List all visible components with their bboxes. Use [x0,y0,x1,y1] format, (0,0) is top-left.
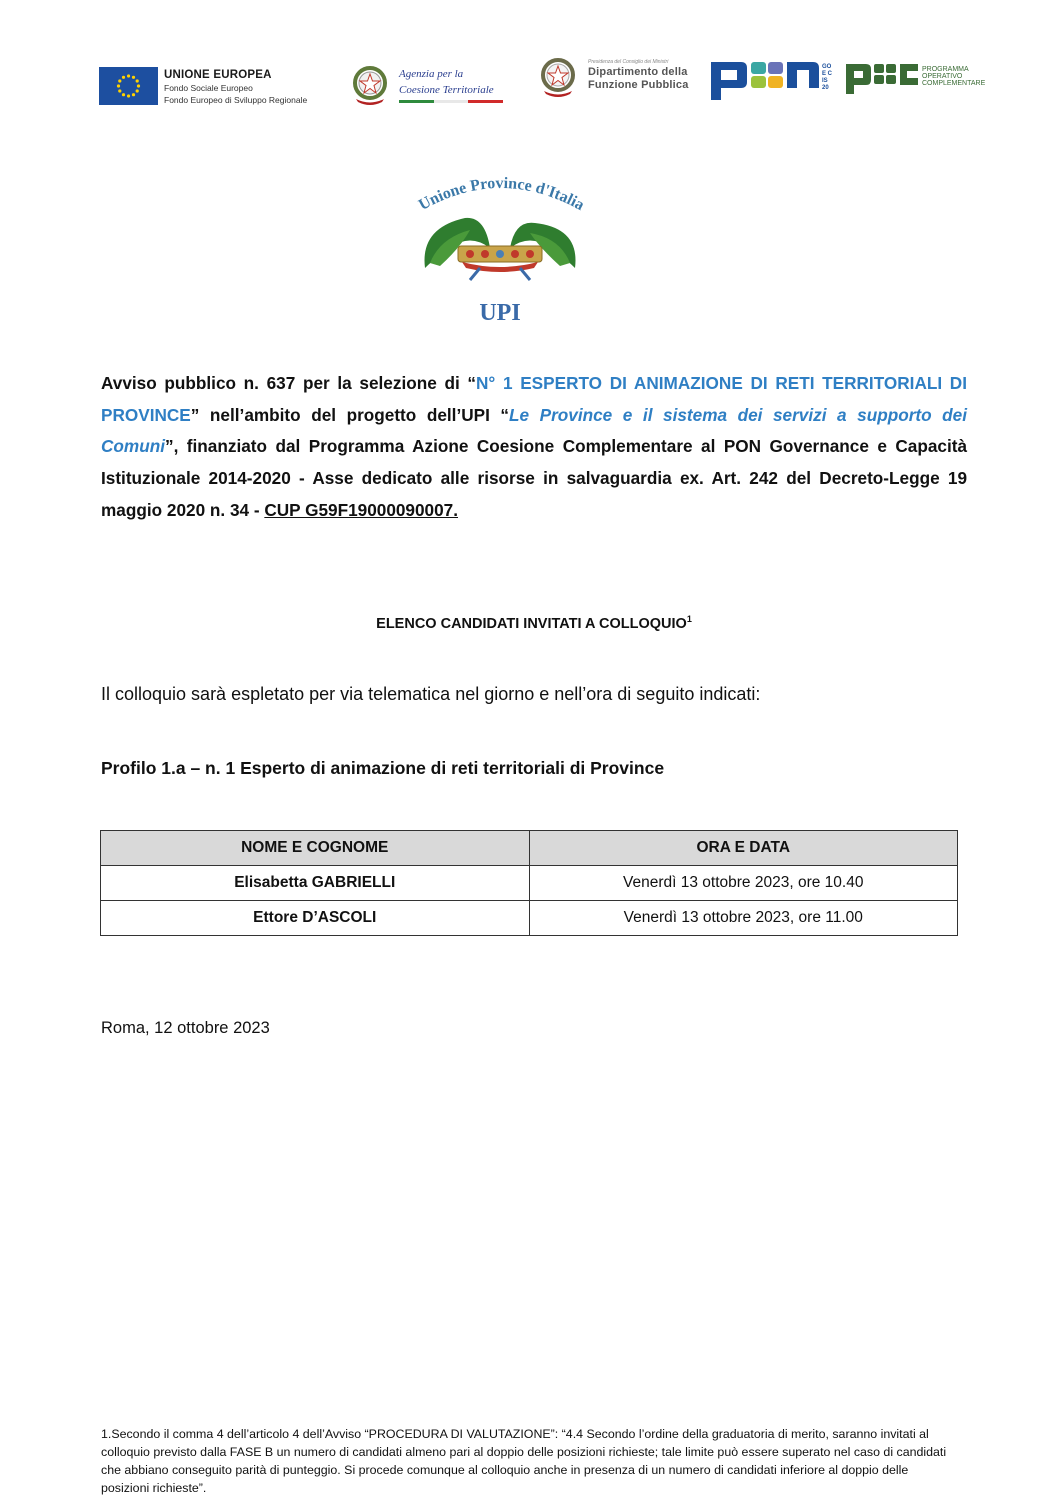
svg-text:PROGRAMMA: PROGRAMMA [922,66,969,73]
agency-cohesion-logo [399,66,494,98]
pon-logo [711,60,833,100]
svg-text:GO: GO [822,64,832,70]
table-row [101,901,958,936]
svg-text:20: 20 [822,85,829,91]
candidate-name: Elisabetta GABRIELLI [101,866,530,901]
italian-emblem-icon [538,56,578,98]
dfp-line1: Dipartimento della [588,66,688,78]
footnote-ref[interactable]: 1 [686,614,692,624]
section-title-text: ELENCO CANDIDATI INVITATI A COLLOQUIO [376,615,687,632]
agency-line1: Agenzia per la [399,68,464,80]
eu-fse: Fondo Sociale Europeo [164,83,253,93]
footnote: 1.Secondo il comma 4 dell’articolo 4 dell’Avviso “PROCEDURA DI VALUTAZIONE”: “4.4 Secondo l’ordine della graduatoria di merito, saranno invitati al colloquio previsto dalla FASE B un numero di candidati almeno pari al doppio delle posizioni richieste; tale limite può essere superato nel caso di candidati che abbiano conseguito parità di punteggio. Si procede comunque al colloquio anche in presenza di un numero di candidati inferiore al doppio delle posizioni richieste”. [101,1427,947,1495]
profile-heading: Profilo 1.a – n. 1 Esperto di animazione di reti territoriali di Province [101,758,665,778]
column-header-datetime: ORA E DATA [529,831,958,866]
table-header-row [101,831,958,866]
poc-logo [846,62,992,96]
svg-text:OPERATIVO: OPERATIVO [922,73,963,80]
eu-flag-icon [99,67,158,105]
table-row [101,866,958,901]
eu-title: UNIONE EUROPEA [164,69,272,81]
section-title [101,614,967,632]
candidates-table [100,830,958,936]
svg-text:E C: E C [822,71,833,77]
intro-part1: Avviso pubblico n. 637 per la selezione di “ [101,373,477,393]
interview-datetime: Venerdì 13 ottobre 2023, ore 10.40 [529,866,958,901]
svg-text:COMPLEMENTARE: COMPLEMENTARE [922,80,986,87]
place-and-date: Roma, 12 ottobre 2023 [101,1019,270,1037]
interview-datetime: Venerdì 13 ottobre 2023, ore 11.00 [529,901,958,936]
italian-tricolor-bar [399,100,503,103]
notice-intro-paragraph [101,368,967,527]
svg-text:IS: IS [822,78,828,84]
intro-part3: ”, finanziato dal Programma Azione Coesione Complementare al PON Governance e Capacità Istituzionale 2014-2020 - Asse dedicato alle risorse in salvaguardia ex. Art. 242 del Decreto-Legge 19 maggio 2020 n. 34 - [101,436,967,520]
dfp-presidency: Presidenza del Consiglio dei Ministri [588,59,669,65]
dfp-logo [588,58,689,92]
dfp-line2: Funzione Pubblica [588,79,689,91]
svg-text:UPI: UPI [479,300,521,326]
intro-part2: ” nell’ambito del progetto dell’UPI “ [190,404,510,425]
project-title: Le Province e il sistema dei servizi a supporto dei Comuni [101,404,968,457]
candidate-name: Ettore D’ASCOLI [101,901,530,936]
cup-code: CUP G59F19000090007. [264,499,459,520]
eu-fesr: Fondo Europeo di Sviluppo Regionale [164,95,308,105]
column-header-name: NOME E COGNOME [101,831,530,866]
upi-logo [410,168,590,328]
italian-emblem-icon [350,64,390,106]
interview-lead-text: Il colloquio sarà espletato per via telematica nel giorno e nell’ora di seguito indicati: [101,684,761,704]
svg-text:Unione Province d'Italia: Unione Province d'Italia [415,174,587,215]
agency-line2: Coesione Territoriale [399,84,494,96]
eu-logo-text [164,68,307,106]
position-title: N° 1 ESPERTO DI ANIMAZIONE DI RETI TERRITORIALI DI PROVINCE [101,373,967,425]
